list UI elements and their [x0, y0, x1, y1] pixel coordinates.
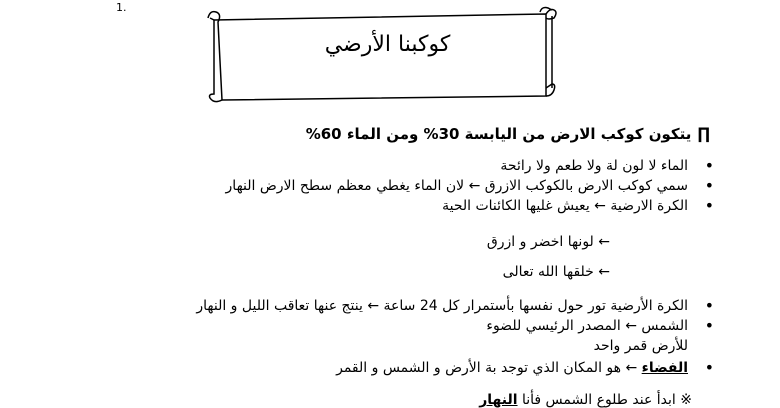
title-scroll-banner — [200, 4, 570, 104]
bullet-line: • الماء لا لون لة ولا طعم ولا رائحة — [500, 156, 688, 176]
heading-text: يتكون كوكب الارض من اليابسة 30% ومن الماء 60% — [305, 125, 692, 143]
bullet-line: • سمي كوكب الارض بالكوكب الازرق ← لان الماء يغطي معظم سطح الارض النهار — [226, 176, 688, 196]
plain-line: للأرض قمر واحد — [593, 338, 688, 354]
bullet-line: • الكرة الأرضية تور حول نفسها بأستمرار كل 24 ساعة ← ينتج عنها تعاقب الليل و النهار — [196, 296, 688, 316]
reference-mark-icon: ※ — [680, 392, 692, 408]
page-title: كوكبنا الأرضي — [324, 32, 451, 57]
footer-text: ابدأ عند طلوع الشمس فأنا — [517, 392, 676, 408]
bullet-line: • الكرة الارضية ← يعيش غليها الكائنات الحية — [442, 196, 688, 216]
space-definition: ← هو المكان الذي توجد بة الأرض و الشمس و القمر — [336, 360, 642, 376]
space-term: الفضاء — [641, 360, 688, 376]
section-heading — [306, 124, 710, 143]
footer-line — [479, 392, 692, 408]
indented-line: ← لونها اخضر و ازرق — [486, 234, 610, 250]
indented-line: ← خلقها الله تعالى — [502, 264, 610, 280]
space-definition-line — [336, 358, 688, 378]
pi-symbol: ∏ — [697, 124, 710, 143]
footer-bold-word: النهار — [479, 392, 518, 408]
page-number: 1. — [116, 1, 127, 14]
bullet-line: • الشمس ← المصدر الرئيسي للضوء — [486, 316, 688, 336]
